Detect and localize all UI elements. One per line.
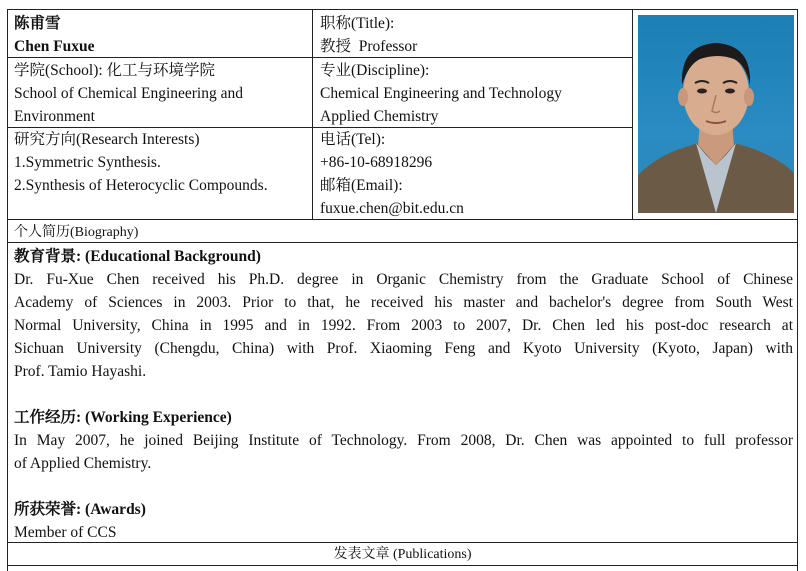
work-line-2: of Applied Chemistry. [14,455,152,472]
school-label: 学院(School): 化工与环境学院 [14,62,216,79]
spacer [14,383,793,406]
column-divider-1 [312,9,313,220]
education-line-3: Normal University, China in 1995 and in 1992. From 2003 to 2007, Dr. Chen led his post-doc research at [14,317,793,334]
work-heading: 工作经历: (Working Experience) [14,409,232,426]
discipline-cell [320,59,562,128]
work-line-1: In May 2007, he joined Beijing Institute of Technology. From 2008, Dr. Chen was appointed to full professor [14,432,793,449]
email-label: 邮箱(Email): [320,177,403,194]
contact-cell [320,128,464,220]
discipline-label: 专业(Discipline): [320,62,430,79]
awards-text: Member of CCS [14,524,117,541]
title-cell [320,12,417,58]
school-cell [14,59,243,128]
tel-label: 电话(Tel): [320,131,386,148]
title-label: 职称(Title): [320,15,395,32]
awards-heading: 所获荣誉: (Awards) [14,501,146,518]
discipline-value-line-2: Applied Chemistry [320,108,439,125]
education-heading: 教育背景: (Educational Background) [14,248,261,265]
table-border-left [7,9,8,571]
research-label: 研究方向(Research Interests) [14,131,200,148]
table-border-top [7,9,798,10]
education-line-1: Dr. Fu-Xue Chen received his Ph.D. degree in Organic Chemistry from the Graduate School of Chinese [14,271,793,288]
education-line-2: Academy of Sciences in 2003. Prior to that, he received his master and bachelor's degree from South West [14,294,793,311]
education-line-4: Sichuan University (Chengdu, China) with Prof. Xiaoming Feng and Kyoto University (Kyoto, Japan) with [14,340,793,357]
profile-photo [638,15,794,213]
research-cell [14,128,268,197]
name-cell [14,12,95,58]
research-item-1: 1.Symmetric Synthesis. [14,154,161,171]
name-chinese: 陈甫雪 [14,15,61,32]
name-english: Chen Fuxue [14,38,95,55]
tel-value: +86-10-68918296 [320,154,433,171]
school-value-line-2: Environment [14,108,95,125]
education-line-5: Prof. Tamio Hayashi. [14,363,147,380]
biography-body [14,245,793,544]
email-value[interactable]: fuxue.chen@bit.edu.cn [320,200,464,217]
school-value-line-1: School of Chemical Engineering and [14,85,243,102]
column-divider-2 [632,9,633,220]
publications-header: 发表文章 (Publications) [333,547,472,562]
research-item-2: 2.Synthesis of Heterocyclic Compounds. [14,177,268,194]
table-border-right [797,9,798,571]
portrait-image [638,15,794,213]
spacer [14,475,793,498]
biography-header: 个人简历(Biography) [14,225,139,240]
title-value: 教授 Professor [320,38,418,55]
discipline-value-line-1: Chemical Engineering and Technology [320,85,562,102]
